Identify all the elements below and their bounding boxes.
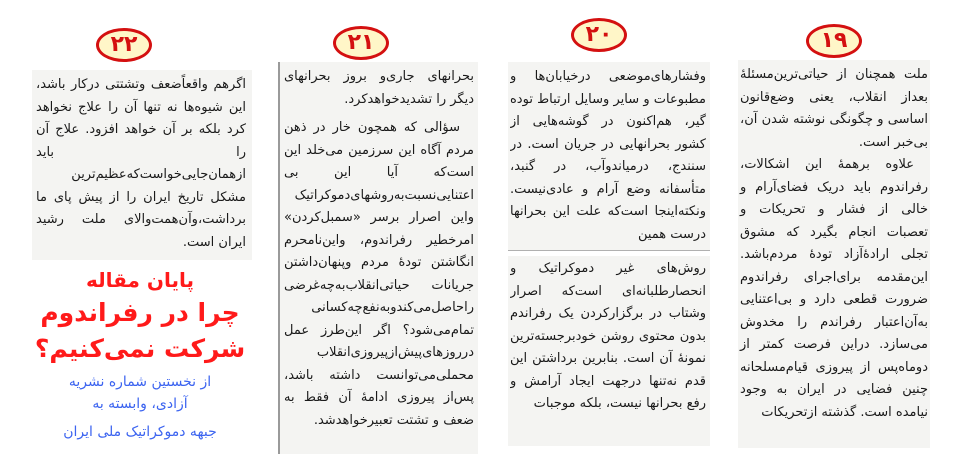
- paragraph: سؤالی که همچون خار در ذهن مردم آگاه این سرزمین می‌خلد این است‌که آیا این بی اعتنایی‌نسبت‌به‌روشهای‌دموکراتیک واین اصرار برسر «سمبل‌کردن» امرخطیر رفراندوم، واین‌نامحرم انگاشتن تودهٔ مردم وپنهان‌داشتن جریانات حیاتی‌انقلاب‌به‌چه‌غرضی راحاصل‌می‌کندوبه‌نفع‌چه‌کسانی تمام‌می‌شود؟ اگر این‌طرز عمل درروزهای‌پیش‌ازپیروزی‌انقلاب محملی‌می‌توانست داشته باشد، پس‌از پیروزی ادامهٔ آن فقط به ضعف و تشتت تعبیرخواهدشد.: [284, 120, 474, 428]
- column-page-20-top: [510, 66, 706, 248]
- column-page-20-bottom: [510, 258, 706, 444]
- paragraph: ملت همچنان از حیاتی‌ترین‌مسئلهٔ بعداز انقلاب، یعنی وضع‌قانون اساسی و چگونگی نوشته شدن آن، بی‌خبر است.: [740, 67, 928, 150]
- page-number-badge-20: ۲۰: [571, 18, 627, 52]
- source-note-line-3: جبهه دموکراتیک ملی ایران: [63, 424, 217, 440]
- column-page-22: [36, 74, 246, 260]
- page-number-badge-21: ۲۱: [333, 26, 389, 60]
- paragraph: روش‌های غیر دموکراتیک و انحصارطلبانه‌ای است‌که اصرار وشتاب در برگزارکردن یک رفراندم بدون محتوی روشن خودبرجسته‌ترین نمونهٔ آن است. بنابرین برداشتن این قدم نه‌تنها درجهت ایجاد آرامش و رفع بحرانها نیست، بلکه موجبات: [510, 261, 706, 411]
- paragraph: وفشارهای‌موضعی درخیابان‌ها و مطبوعات و سایر وسایل ارتباط توده گیر، هم‌اکنون در گوشه‌هایی از کشور بحرانهایی در جریان است. در سنندج، درمیاندوآب، در گنبد، متأسفانه وضع آرام و عادی‌نیست. ونکته‌اینجا است‌که علت این بحرانها درست همین: [510, 69, 706, 242]
- page-number-badge-19: ۱۹: [806, 24, 862, 58]
- column-page-21: [284, 66, 474, 452]
- divider: [508, 250, 710, 251]
- closing-heading-2: چرا در رفراندوم: [40, 298, 240, 327]
- column-page-19: [740, 64, 928, 424]
- closing-heading-1: پایان مقاله: [86, 268, 194, 292]
- divider: [278, 62, 280, 454]
- closing-heading-3: شرکت نمی‌کنیم؟: [34, 334, 246, 363]
- paragraph: بحرانهای جاری‌و بروز بحرانهای دیگر را تشدیدخواهدکرد.: [284, 69, 474, 107]
- source-note-line-1: از نخستین شماره نشریه: [68, 374, 212, 390]
- paragraph: علاوه برهمهٔ این اشکالات، رفراندوم باید دریک فضای‌آرام و خالی از فشار و تحریکات و تعصبات انجام بگیرد که مشوق تجلی ارادهٔ‌آزاد تودهٔ مردم‌باشد. این‌مقدمه برای‌اجرای رفراندوم ضرورت قطعی دارد و بی‌اعتنایی به‌آن‌اعتبار رفراندم را مخدوش می‌سازد. دراین فرصت کمتر از دوماه‌پس از پیروزی قیام‌مسلحانه چنین فضایی در ایران به وجود نیامده است. گذشته ازتحریکات: [740, 157, 928, 420]
- source-note-line-2: آزادی، وابسته به: [92, 396, 188, 412]
- page-number-badge-22: ۲۲: [96, 28, 152, 62]
- paragraph: اگرهم واقعاًضعف وتشتتی درکار باشد، این شیوه‌ها نه تنها آن را علاج نخواهد کرد بلکه بر آن خواهد افزود. علاج آن را باید ازهمان‌جایی‌خواست‌که‌عظیم‌ترین مشکل تاریخ ایران را از پیش پای ما برداشت،وآن‌همت‌والای ملت رشید ایران است.: [36, 77, 246, 250]
